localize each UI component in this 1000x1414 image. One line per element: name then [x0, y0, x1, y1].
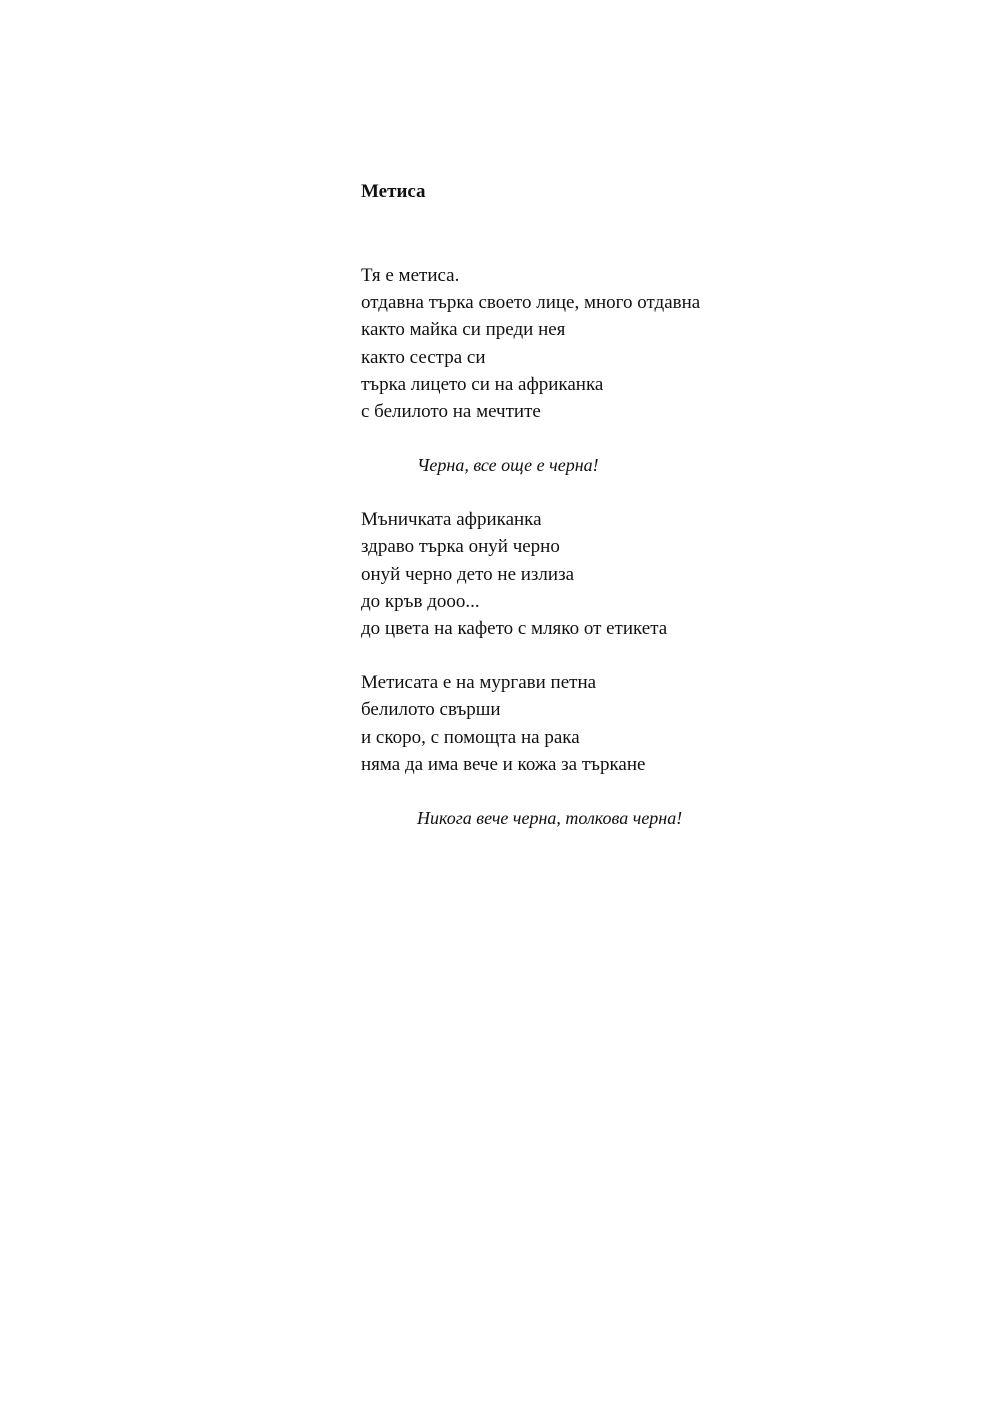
refrain-1: Черна, все още е черна!: [417, 455, 599, 476]
poem-line: както сестра си: [361, 346, 486, 368]
stanza-2: [361, 506, 921, 642]
poem-line: Мъничката африканка: [361, 509, 542, 531]
poem-line: както майка си преди нея: [361, 319, 566, 341]
poem-line: отдавна търка своето лице, много отдавна: [361, 292, 701, 314]
poem-line: Метисата е на мургави петна: [361, 672, 597, 694]
poem-line: Тя е метиса.: [361, 265, 460, 286]
poem-line: до цвета на кафето с мляко от етикета: [361, 618, 668, 640]
poem-line: и скоро, с помощта на рака: [361, 726, 580, 748]
stanza-1: [361, 262, 921, 425]
poem-line: няма да има вече и кожа за търкане: [361, 753, 646, 775]
poem-line: търка лицето си на африканка: [361, 373, 604, 395]
stanza-3: [361, 669, 921, 778]
poem-line: до кръв дооо...: [361, 590, 480, 612]
poem: [361, 178, 921, 832]
poem-line: белилото свърши: [361, 699, 501, 721]
poem-line: здраво търка онуй черно: [361, 536, 560, 558]
refrain-2: Никога вече черна, толкова черна!: [417, 808, 683, 829]
poem-title: Метиса: [361, 181, 426, 202]
poem-line: с белилото на мечтите: [361, 401, 541, 423]
poem-line: онуй черно дето не излиза: [361, 563, 575, 585]
